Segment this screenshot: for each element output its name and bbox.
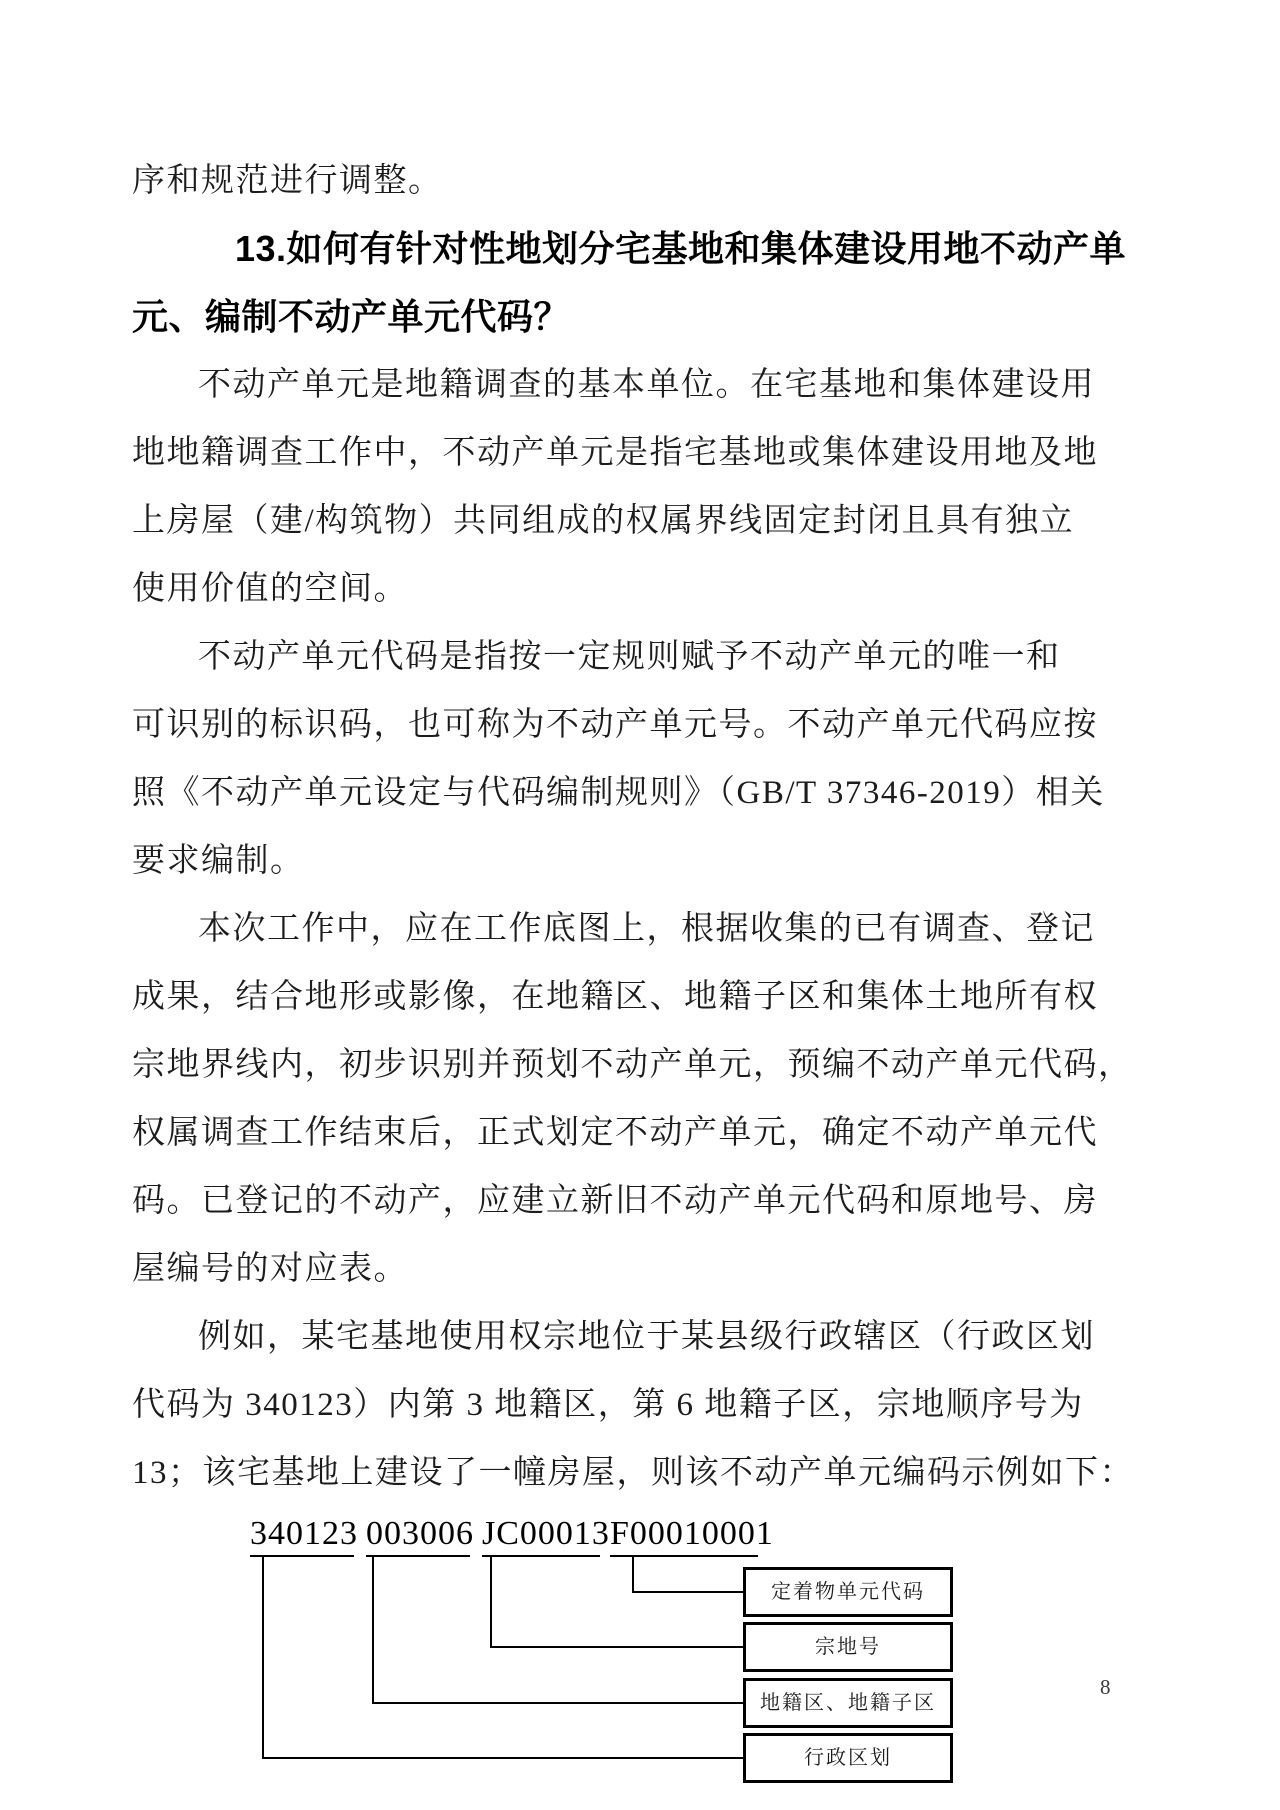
connector-line [262, 1556, 264, 1759]
diagram-box-fixture-unit-code: 定着物单元代码 [743, 1567, 953, 1617]
paragraph2-line: 可识别的标识码，也可称为不动产单元号。不动产单元代码应按 [132, 707, 1098, 743]
unit-code-example [250, 1513, 774, 1557]
paragraph4-line: 13；该宅基地上建设了一幢房屋，则该不动产单元编码示例如下： [132, 1455, 1134, 1491]
paragraph4-line: 例如，某宅基地使用权宗地位于某县级行政辖区（行政区划 [198, 1319, 1095, 1355]
code-segment-fixture-unit: F00010001 [610, 1513, 758, 1557]
paragraph4-line: 代码为 340123）内第 3 地籍区，第 6 地籍子区，宗地顺序号为 [132, 1387, 1084, 1423]
paragraph2-line: 照《不动产单元设定与代码编制规则》（GB/T 37346-2019）相关 [132, 775, 1105, 811]
connector-line [490, 1646, 743, 1648]
paragraph3-line: 宗地界线内，初步识别并预划不动产单元，预编不动产单元代码， [132, 1047, 1133, 1083]
section-heading-line-1: 13.如何有针对性地划分宅基地和集体建设用地不动产单 [235, 228, 1127, 269]
code-segment-cadastral-district: 003006 [366, 1513, 470, 1557]
paragraph3-line: 权属调查工作结束后，正式划定不动产单元，确定不动产单元代 [132, 1115, 1098, 1151]
paragraph1-line: 使用价值的空间。 [132, 571, 408, 607]
diagram-box-parcel-number: 宗地号 [743, 1622, 953, 1672]
code-segment-parcel-number: JC00013 [482, 1513, 600, 1557]
section-heading-line-2: 元、编制不动产单元代码？ [132, 296, 571, 337]
diagram-box-admin-division: 行政区划 [743, 1733, 953, 1783]
connector-line [632, 1556, 634, 1593]
connector-line [632, 1591, 743, 1593]
connector-line [490, 1556, 492, 1648]
paragraph2-line: 不动产单元代码是指按一定规则赋予不动产单元的唯一和 [198, 639, 1061, 675]
connector-line [372, 1556, 374, 1704]
paragraph3-line: 成果，结合地形或影像，在地籍区、地籍子区和集体土地所有权 [132, 979, 1098, 1015]
connector-line [372, 1702, 743, 1704]
paragraph-continuation-line: 序和规范进行调整。 [132, 163, 443, 199]
paragraph1-line: 地地籍调查工作中，不动产单元是指宅基地或集体建设用地及地 [132, 435, 1098, 471]
paragraph3-line: 本次工作中，应在工作底图上，根据收集的已有调查、登记 [198, 911, 1095, 947]
paragraph1-line: 不动产单元是地籍调查的基本单位。在宅基地和集体建设用 [198, 367, 1095, 403]
page-number: 8 [1100, 1675, 1111, 1699]
paragraph3-line: 码。已登记的不动产，应建立新旧不动产单元代码和原地号、房 [132, 1183, 1098, 1219]
text-block [132, 147, 1152, 1507]
paragraph2-line: 要求编制。 [132, 843, 305, 879]
unit-code-diagram [0, 1507, 1280, 1807]
code-segment-admin-division: 340123 [250, 1513, 354, 1557]
connector-line [262, 1757, 743, 1759]
paragraph1-line: 上房屋（建/构筑物）共同组成的权属界线固定封闭且具有独立 [132, 503, 1075, 539]
diagram-box-cadastral-district: 地籍区、地籍子区 [743, 1678, 953, 1728]
paragraph3-line: 屋编号的对应表。 [132, 1251, 408, 1287]
